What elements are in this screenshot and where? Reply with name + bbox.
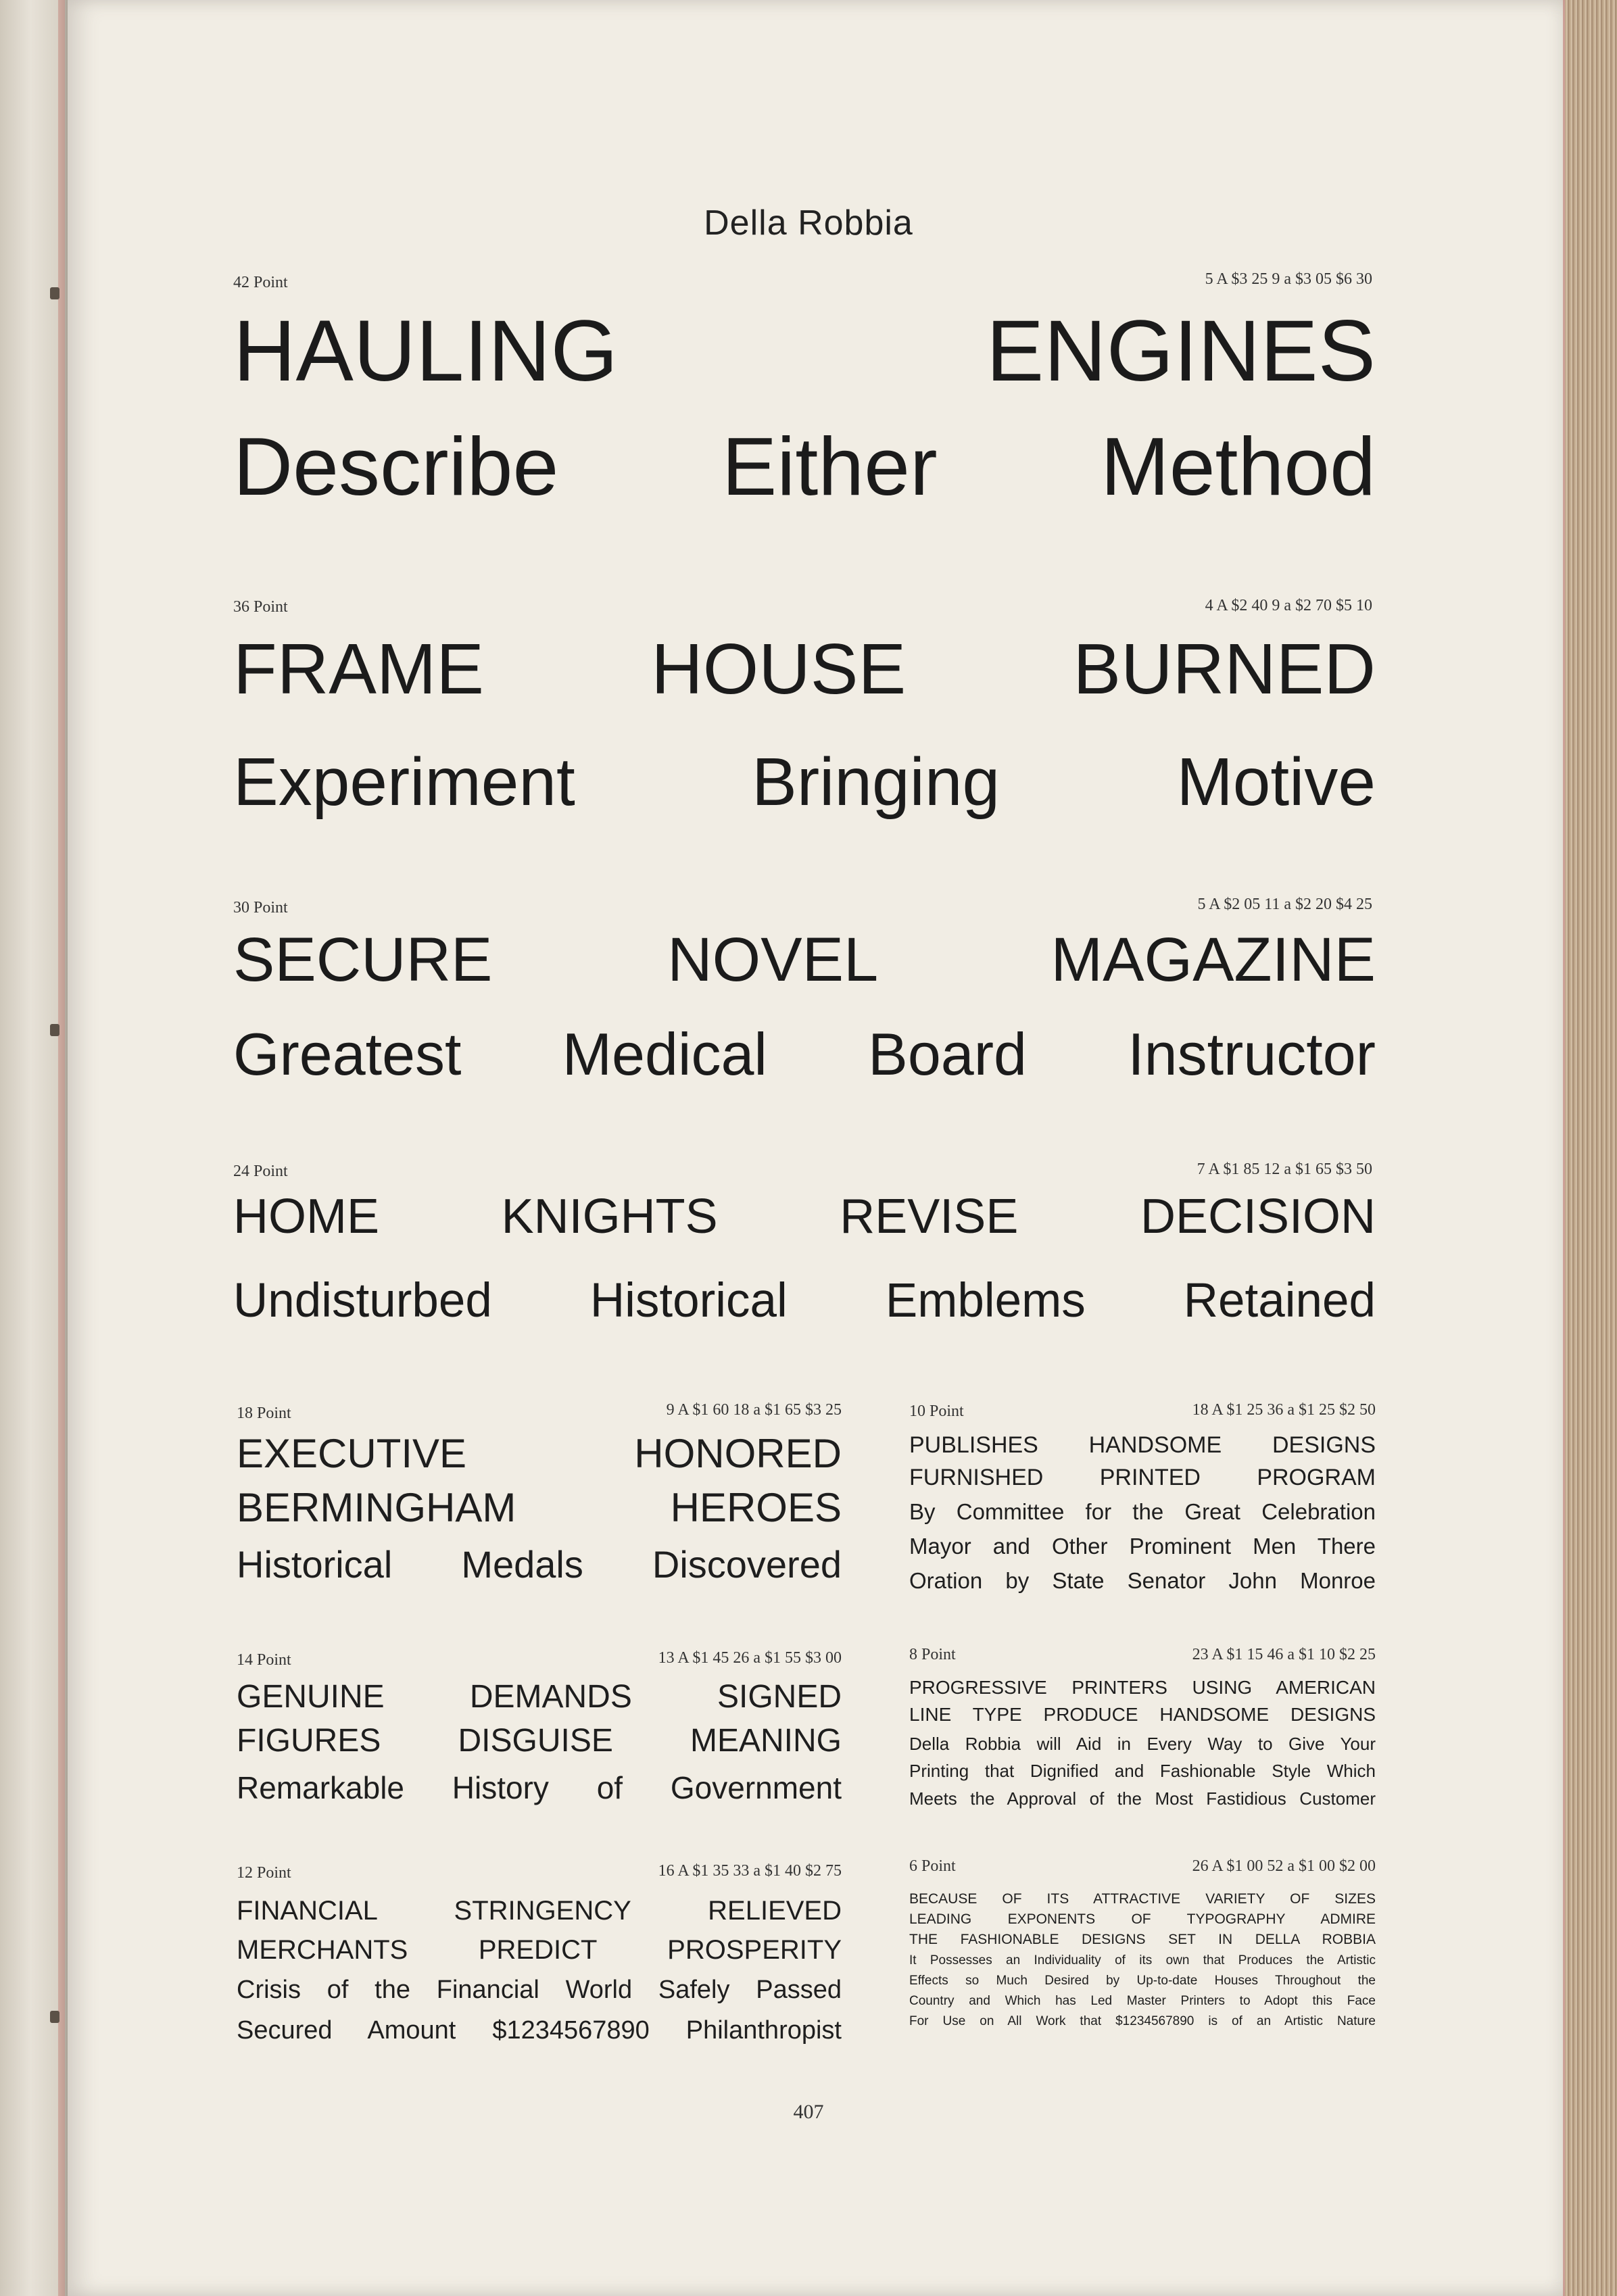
- specimen-10-line-4: Mayor and Other Prominent Men There: [909, 1534, 1376, 1559]
- specimen-42-lower: Describe Either Method: [233, 420, 1376, 512]
- specimen-6-line-6: Country and Which has Led Master Printers to Adopt this Face: [909, 1994, 1376, 2008]
- specimen-6-line-4: It Possesses an Individuality of its own that Produces the Artistic: [909, 1953, 1376, 1968]
- price-label-8: 23 A $1 15 46 a $1 10 $2 25: [1192, 1646, 1376, 1663]
- price-label-6: 26 A $1 00 52 a $1 00 $2 00: [1192, 1857, 1376, 1875]
- specimen-10-line-1: PUBLISHES HANDSOME DESIGNS: [909, 1432, 1376, 1458]
- specimen-12-line-2: MERCHANTS PREDICT PROSPERITY: [237, 1935, 842, 1965]
- price-label-30: 5 A $2 05 11 a $2 20 $4 25: [1197, 896, 1372, 913]
- specimen-24-caps: HOME KNIGHTS REVISE DECISION: [233, 1190, 1376, 1244]
- price-label-10: 18 A $1 25 36 a $1 25 $2 50: [1192, 1401, 1376, 1419]
- specimen-14-line-2: FIGURES DISGUISE MEANING: [237, 1723, 842, 1759]
- specimen-18-line-3: Historical Medals Discovered: [237, 1543, 842, 1586]
- binding-thread-1: [50, 287, 59, 299]
- specimen-8-line-2: LINE TYPE PRODUCE HANDSOME DESIGNS: [909, 1704, 1376, 1725]
- size-label-18: 18 Point: [237, 1405, 291, 1422]
- specimen-36-caps: FRAME HOUSE BURNED: [233, 629, 1376, 709]
- specimen-18-line-1: EXECUTIVE HONORED: [237, 1431, 842, 1476]
- specimen-8-line-1: PROGRESSIVE PRINTERS USING AMERICAN: [909, 1677, 1376, 1698]
- book-fore-edge: [1565, 0, 1617, 2296]
- specimen-6-line-2: LEADING EXPONENTS OF TYPOGRAPHY ADMIRE: [909, 1911, 1376, 1927]
- size-label-6: 6 Point: [909, 1857, 956, 1875]
- price-label-18: 9 A $1 60 18 a $1 65 $3 25: [666, 1401, 842, 1419]
- specimen-24-lower: Undisturbed Historical Emblems Retained: [233, 1274, 1376, 1327]
- specimen-14-line-1: GENUINE DEMANDS SIGNED: [237, 1679, 842, 1715]
- size-label-36: 36 Point: [233, 598, 288, 616]
- specimen-6-line-7: For Use on All Work that $1234567890 is of an Artistic Nature: [909, 2014, 1376, 2028]
- binding-thread-3: [50, 2011, 59, 2023]
- specimen-12-line-3: Crisis of the Financial World Safely Passed: [237, 1976, 842, 2004]
- page-number: 407: [793, 2101, 824, 2123]
- price-label-12: 16 A $1 35 33 a $1 40 $2 75: [658, 1862, 842, 1880]
- left-page-red-edge: [58, 0, 65, 2296]
- price-label-24: 7 A $1 85 12 a $1 65 $3 50: [1197, 1161, 1372, 1178]
- page-title: Della Robbia: [704, 203, 913, 243]
- specimen-36-lower: Experiment Bringing Motive: [233, 744, 1376, 820]
- specimen-30-lower: Greatest Medical Board Instructor: [233, 1021, 1376, 1088]
- specimen-10-line-3: By Committee for the Great Celebration: [909, 1499, 1376, 1524]
- specimen-6-line-5: Effects so Much Desired by Up-to-date Houses Throughout the: [909, 1974, 1376, 1988]
- specimen-6-line-3: THE FASHIONABLE DESIGNS SET IN DELLA ROBBIA: [909, 1932, 1376, 1947]
- price-label-42: 5 A $3 25 9 a $3 05 $6 30: [1205, 270, 1372, 288]
- specimen-8-line-3: Della Robbia will Aid in Every Way to Give Your: [909, 1734, 1376, 1754]
- specimen-10-line-5: Oration by State Senator John Monroe: [909, 1568, 1376, 1593]
- price-label-36: 4 A $2 40 9 a $2 70 $5 10: [1205, 597, 1372, 614]
- size-label-42: 42 Point: [233, 274, 288, 291]
- size-label-10: 10 Point: [909, 1402, 964, 1420]
- price-label-14: 13 A $1 45 26 a $1 55 $3 00: [658, 1649, 842, 1667]
- size-label-14: 14 Point: [237, 1651, 291, 1669]
- specimen-8-line-5: Meets the Approval of the Most Fastidious Customer: [909, 1788, 1376, 1809]
- size-label-30: 30 Point: [233, 899, 288, 917]
- size-label-12: 12 Point: [237, 1864, 291, 1882]
- size-label-8: 8 Point: [909, 1646, 956, 1663]
- binding-thread-2: [50, 1024, 59, 1036]
- specimen-10-line-2: FURNISHED PRINTED PROGRAM: [909, 1465, 1376, 1490]
- specimen-6-line-1: BECAUSE OF ITS ATTRACTIVE VARIETY OF SIZES: [909, 1891, 1376, 1907]
- size-label-24: 24 Point: [233, 1163, 288, 1180]
- specimen-18-line-2: BERMINGHAM HEROES: [237, 1485, 842, 1530]
- specimen-42-caps: HAULING ENGINES: [233, 303, 1376, 399]
- specimen-12-line-4: Secured Amount $1234567890 Philanthropist: [237, 2016, 842, 2045]
- specimen-14-line-3: Remarkable History of Government: [237, 1770, 842, 1805]
- specimen-30-caps: SECURE NOVEL MAGAZINE: [233, 925, 1376, 994]
- specimen-12-line-1: FINANCIAL STRINGENCY RELIEVED: [237, 1896, 842, 1926]
- specimen-8-line-4: Printing that Dignified and Fashionable Style Which: [909, 1761, 1376, 1781]
